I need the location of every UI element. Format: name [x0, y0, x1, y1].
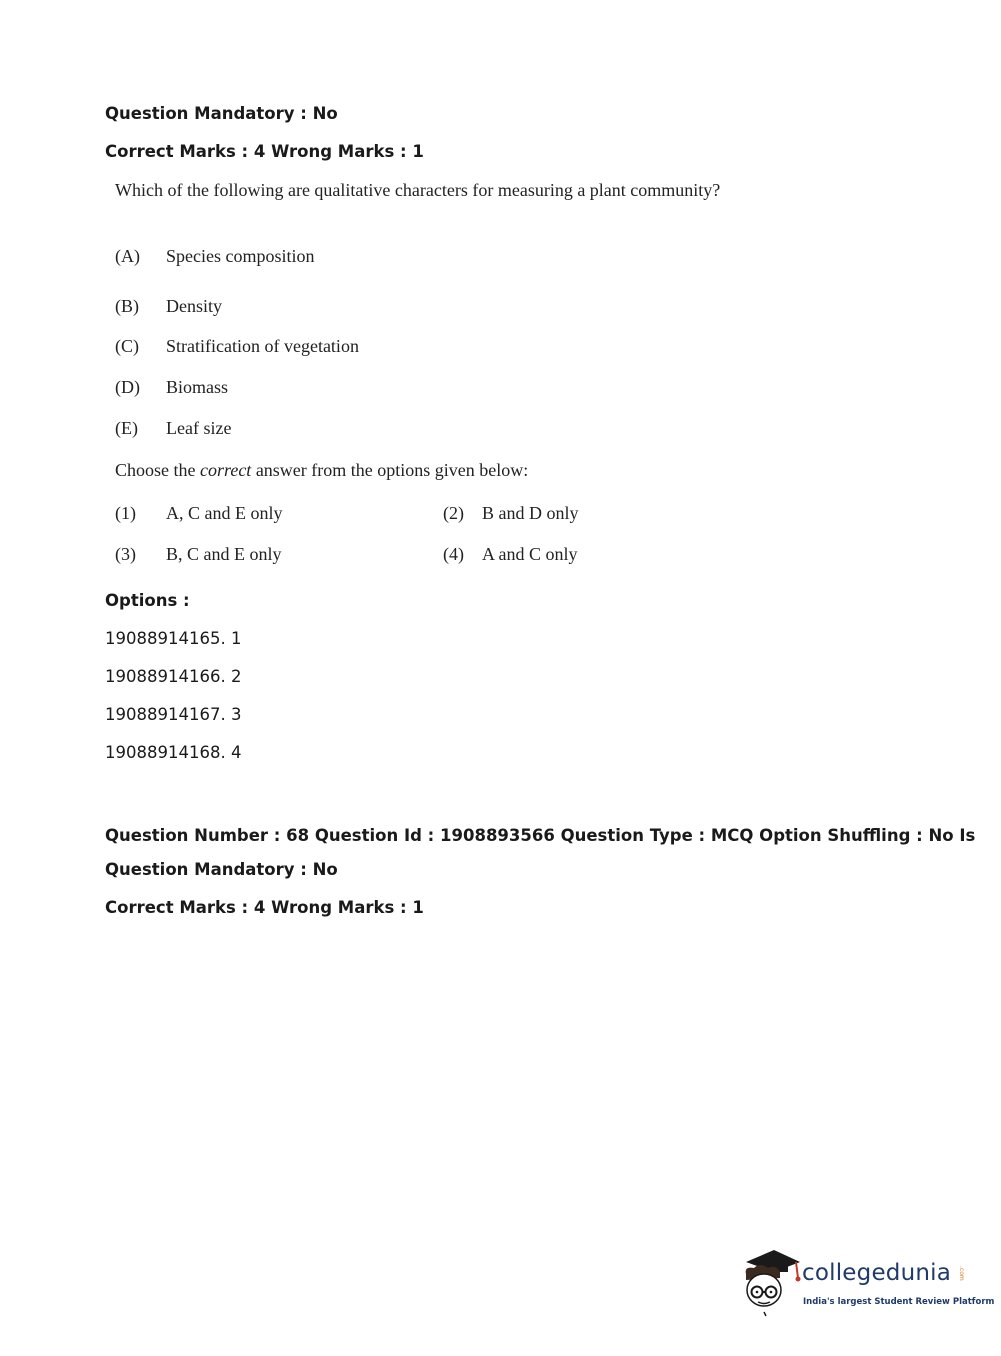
answer-text: A, C and E only [166, 503, 283, 523]
logo-com: .com [958, 1266, 965, 1281]
statement-label: (E) [115, 418, 138, 438]
choose-suffix: answer from the options given below: [251, 460, 529, 480]
choose-prefix: Choose the [115, 460, 200, 480]
answer-label: (4) [443, 544, 464, 564]
option-item: 19088914166. 2 [105, 667, 242, 686]
logo-brand: collegedunia [802, 1260, 952, 1286]
question-stem: Which of the following are qualitative characters for measuring a plant community? [115, 180, 721, 200]
option-item: 19088914165. 1 [105, 629, 242, 648]
statement-label: (A) [115, 246, 140, 266]
statement-label: (C) [115, 336, 139, 356]
answer-label: (1) [115, 503, 136, 523]
statement-text: Biomass [166, 377, 229, 397]
answer-label: (2) [443, 503, 464, 523]
option-item: 19088914167. 3 [105, 705, 242, 724]
answer-text: A and C only [482, 544, 578, 564]
options-heading: Options : [105, 591, 190, 610]
answer-text: B and D only [482, 503, 579, 523]
statement-text: Leaf size [166, 418, 232, 438]
answer-label: (3) [115, 544, 136, 564]
statement-label: (B) [115, 296, 139, 316]
choose-emphasis: correct [200, 460, 252, 480]
choose-instruction [115, 460, 528, 481]
answer-text: B, C and E only [166, 544, 282, 564]
statement-text: Species composition [166, 246, 315, 266]
statement-label: (D) [115, 377, 140, 397]
question-mandatory: Question Mandatory : No [105, 104, 338, 123]
logo-tagline: India's largest Student Review Platform [803, 1297, 995, 1307]
question-marks: Correct Marks : 4 Wrong Marks : 1 [105, 898, 424, 917]
question-mandatory: Question Mandatory : No [105, 860, 338, 879]
mascot-icon [740, 1248, 802, 1318]
option-item: 19088914168. 4 [105, 743, 242, 762]
statement-text: Stratification of vegetation [166, 336, 359, 356]
statement-text: Density [166, 296, 222, 316]
question-header: Question Number : 68 Question Id : 1908893566 Question Type : MCQ Option Shuffling : No Is [105, 826, 976, 845]
collegedunia-logo [740, 1248, 995, 1318]
question-marks: Correct Marks : 4 Wrong Marks : 1 [105, 142, 424, 161]
